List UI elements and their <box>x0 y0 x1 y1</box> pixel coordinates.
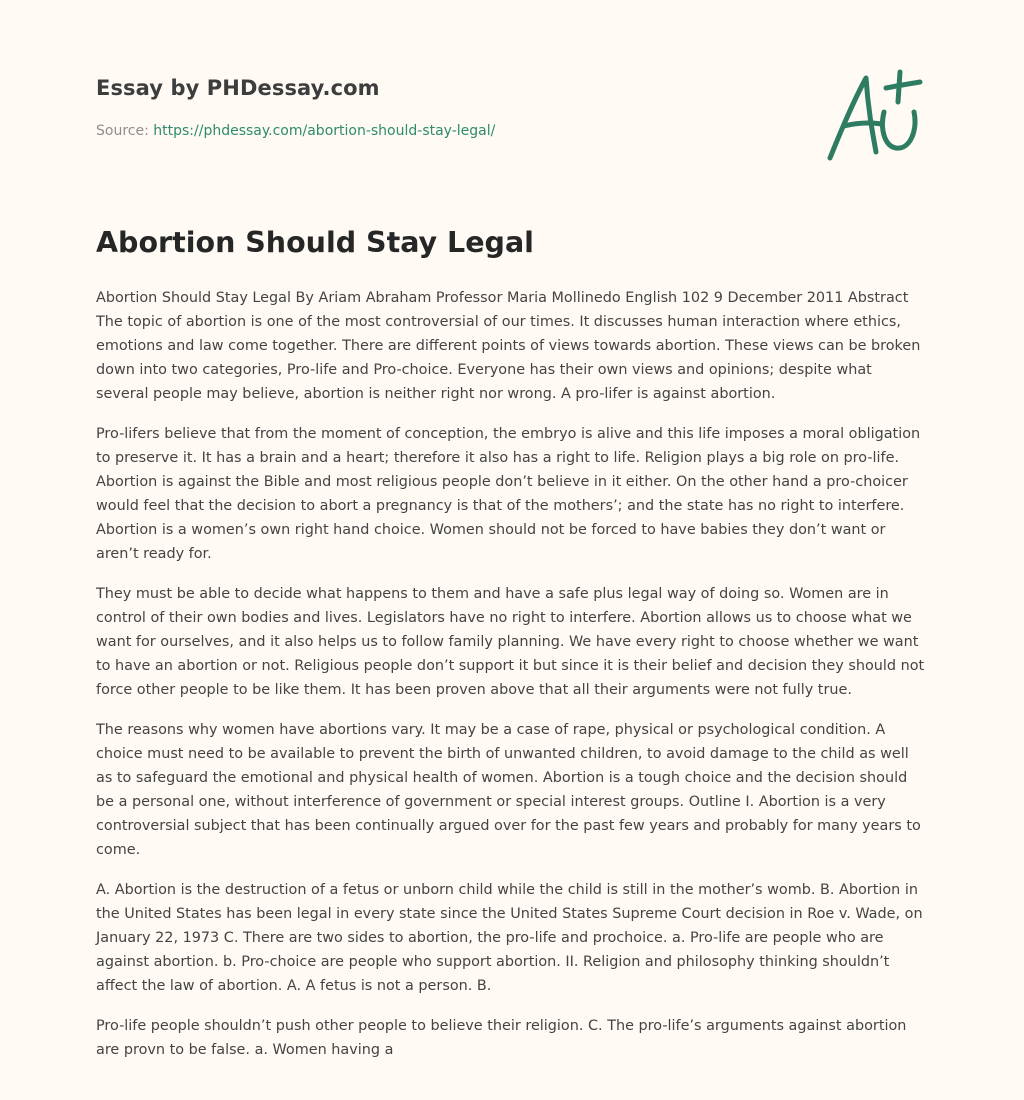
essay-title: Abortion Should Stay Legal <box>96 226 534 259</box>
essay-paragraph: The reasons why women have abortions vary. It may be a case of rape, physical or psychological condition. A choice must need to be available to prevent the birth of unwanted children, to avoid damage to the child as well as to safeguard the emotional and physical health of women. Abortion is a tough choice and the decision should be a personal one, without interference of government or special interest groups. Outline I. Abortion is a very controversial subject that has been continually argued over for the past few years and probably for many years to come. <box>96 722 921 858</box>
source-line <box>96 123 495 139</box>
essay-paragraph: A. Abortion is the destruction of a fetus or unborn child while the child is still in the mother’s womb. B. Abortion in the United States has been legal in every state since the United States Supreme Court decision in Roe v. Wade, on January 22, 1973 C. There are two sides to abortion, the pro-life and prochoice. a. Pro-life are people who are against abortion. b. Pro-choice are people who support abortion. II. Religion and philosophy thinking shouldn’t affect the law of abortion. A. A fetus is not a person. B. <box>96 882 923 994</box>
essay-paragraph: They must be able to decide what happens to them and have a safe plus legal way of doing so. Women are in control of their own bodies and lives. Legislators have no right to interfere. Abortion allows us to choose what we want for ourselves, and it also helps us to follow family planning. We have every right to choose whether we want to have an abortion or not. Religious people don’t support it but since it is their belief and decision they should not force other people to be like them. It has been proven above that all their arguments were not fully true. <box>96 586 925 698</box>
essay-paragraph: Pro-lifers believe that from the moment of conception, the embryo is alive and this life imposes a moral obligation to preserve it. It has a brain and a heart; therefore it also has a right to life. Religion plays a big role on pro-life. Abortion is against the Bible and most religious people don’t believe in it either. On the other hand a pro-choicer would feel that the decision to abort a pregnancy is that of the mothers’; and the state has no right to interfere. Abortion is a women’s own right hand choice. Women should not be forced to have babies they don’t want or aren’t ready for. <box>96 426 921 562</box>
essay-body <box>96 286 928 1078</box>
source-label: Source: <box>96 123 154 139</box>
essay-paragraph: Abortion Should Stay Legal By Ariam Abraham Professor Maria Mollinedo English 102 9 December 2011 Abstract The topic of abortion is one of the most controversial of our times. It discusses human interaction where ethics, emotions and law come together. There are different points of views towards abortion. These views can be broken down into two categories, Pro-life and Pro-choice. Everyone has their own views and opinions; despite what several people may believe, abortion is neither right nor wrong. A pro-lifer is against abortion. <box>96 290 921 402</box>
a-plus-icon <box>824 68 924 164</box>
site-brand: Essay by PHDessay.com <box>96 76 380 100</box>
source-link[interactable]: https://phdessay.com/abortion-should-stay-legal/ <box>153 123 496 139</box>
essay-paragraph: Pro-life people shouldn’t push other people to believe their religion. C. The pro-life’s arguments against abortion are provn to be false. a. Women having a <box>96 1018 907 1058</box>
